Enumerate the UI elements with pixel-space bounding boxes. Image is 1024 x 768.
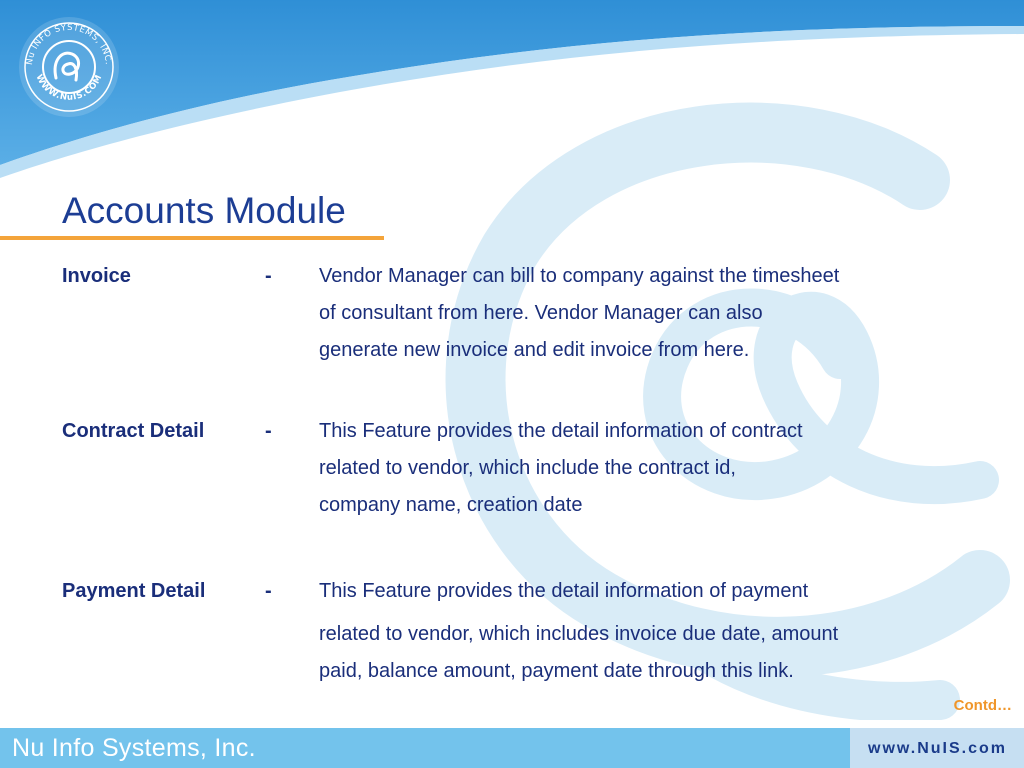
contract-detail-description <box>319 413 1009 524</box>
payment-desc-line: This Feature provides the detail information of payment <box>319 580 809 602</box>
footer-company-name: Nu Info Systems, Inc. <box>12 734 256 762</box>
contract-detail-dash: - <box>265 420 272 442</box>
payment-detail-label: Payment Detail <box>62 580 206 602</box>
contract-desc-line: company name, creation date <box>319 494 583 516</box>
contract-detail-label: Contract Detail <box>62 420 205 442</box>
invoice-desc-line: Vendor Manager can bill to company against the timesheet <box>319 265 840 287</box>
invoice-desc-line: generate new invoice and edit invoice from here. <box>319 339 750 361</box>
nuis-logo-icon <box>14 12 124 122</box>
payment-desc-line: paid, balance amount, payment date through this link. <box>319 660 794 682</box>
contract-desc-line: related to vendor, which include the contract id, <box>319 457 736 479</box>
continued-label: Contd… <box>953 697 1012 714</box>
invoice-description <box>319 258 1009 369</box>
svg-text:WWW.NuIS.COM: WWW.NuIS.COM <box>33 73 105 103</box>
payment-detail-description <box>319 573 1009 690</box>
footer-url: www.NuIS.com <box>868 740 1007 757</box>
invoice-label: Invoice <box>62 265 131 287</box>
payment-detail-dash: - <box>265 580 272 602</box>
slide-title: Accounts Module <box>62 190 346 231</box>
contract-desc-line: This Feature provides the detail information of contract <box>319 420 803 442</box>
payment-desc-line: related to vendor, which includes invoice due date, amount <box>319 623 839 645</box>
title-underline <box>0 236 384 240</box>
invoice-dash: - <box>265 265 272 287</box>
svg-text:Nu INFO SYSTEMS, INC.: Nu INFO SYSTEMS, INC. <box>24 22 113 66</box>
invoice-desc-line: of consultant from here. Vendor Manager can also <box>319 302 763 324</box>
